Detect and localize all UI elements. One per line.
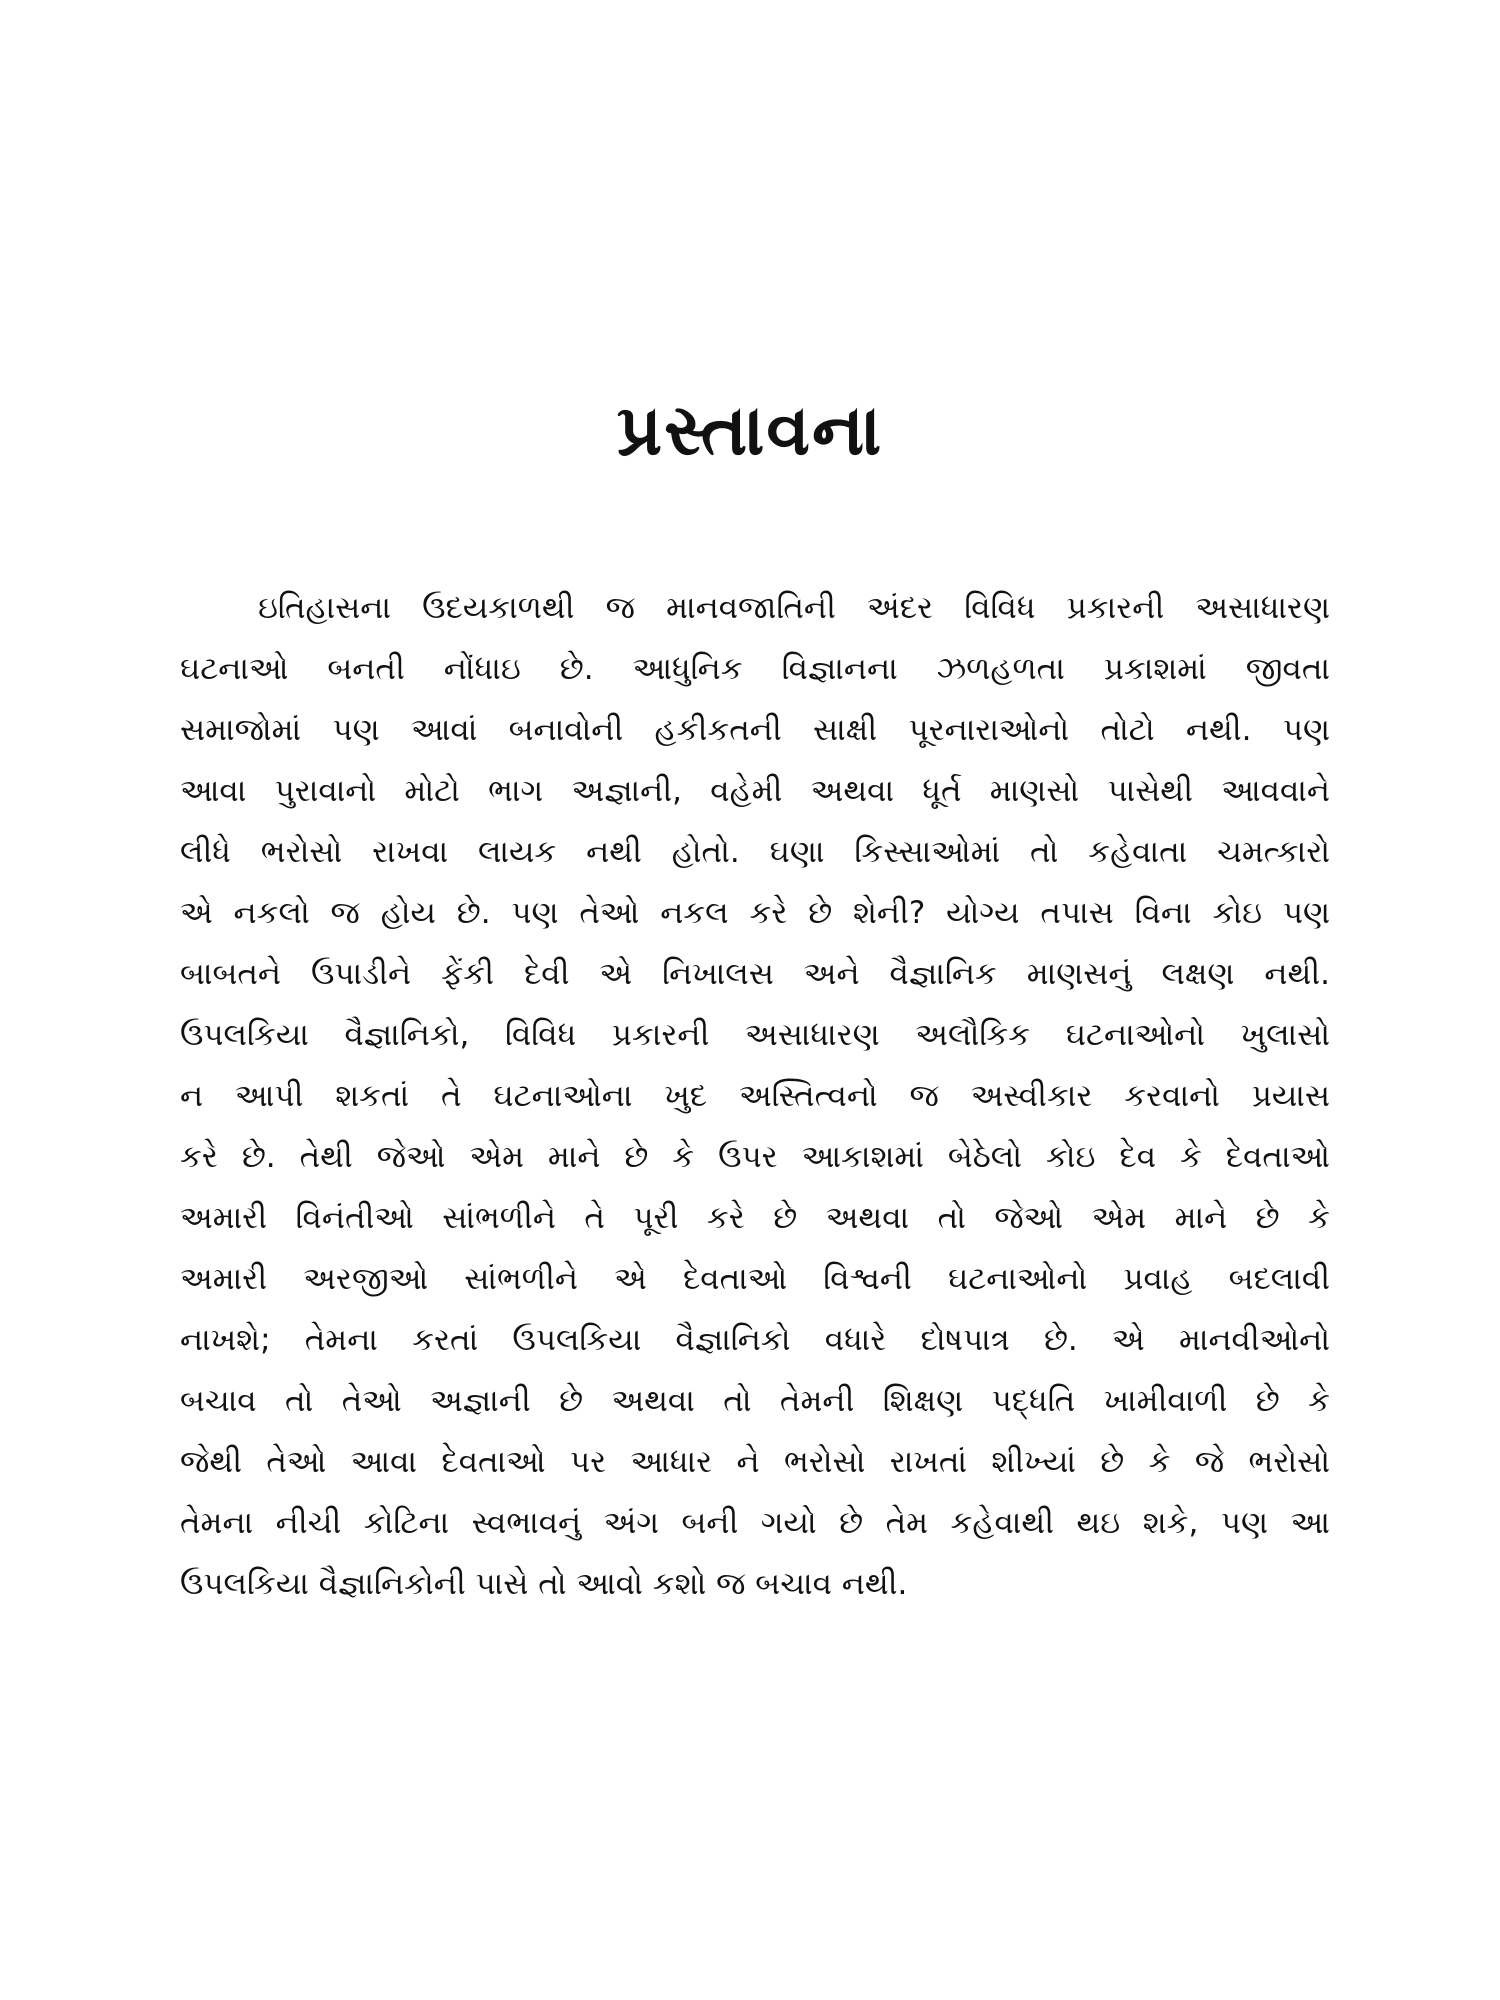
text-line: અમારી વિનંતીઓ સાંભળીને તે પૂરી કરે છે અથવા તો જેઓ એમ માને છે કે <box>180 1200 1330 1236</box>
text-line: આવા પુરાવાનો મોટો ભાગ અજ્ઞાની, વહેમી અથવા ધૂર્ત માણસો પાસેથી આવવાને <box>180 773 1330 809</box>
preface-paragraph <box>180 578 1330 1615</box>
text-line: લીધે ભરોસો રાખવા લાયક નથી હોતો. ઘણા કિસ્સાઓમાં તો કહેવાતા ચમત્કારો <box>180 834 1330 870</box>
text-line: ન આપી શકતાં તે ઘટનાઓના ખુદ અસ્તિત્વનો જ અસ્વીકાર કરવાનો પ્રયાસ <box>180 1078 1330 1114</box>
text-line: ઉપલકિયા વૈજ્ઞાનિકોની પાસે તો આવો કશો જ બચાવ નથી. <box>180 1566 908 1602</box>
text-line: બાબતને ઉપાડીને ફેંકી દેવી એ નિખાલસ અને વૈજ્ઞાનિક માણસનું લક્ષણ નથી. <box>180 956 1330 992</box>
text-line: તેમના નીચી કોટિના સ્વભાવનું અંગ બની ગયો છે તેમ કહેવાથી થઇ શકે, પણ આ <box>180 1505 1330 1541</box>
page-title: પ્રસ્તાવના <box>616 389 884 471</box>
text-line: ઇતિહાસના ઉદયકાળથી જ માનવજાતિની અંદર વિવિધ પ્રકારની અસાધારણ <box>258 590 1330 626</box>
text-line: સમાજોમાં પણ આવાં બનાવોની હકીકતની સાક્ષી પૂરનારાઓનો તોટો નથી. પણ <box>180 712 1330 748</box>
text-line: બચાવ તો તેઓ અજ્ઞાની છે અથવા તો તેમની શિક્ષણ પદ્ધતિ ખામીવાળી છે કે <box>180 1383 1330 1419</box>
text-line: કરે છે. તેથી જેઓ એમ માને છે કે ઉપર આકાશમાં બેઠેલો કોઇ દેવ કે દેવતાઓ <box>180 1139 1330 1175</box>
text-line: અમારી અરજીઓ સાંભળીને એ દેવતાઓ વિશ્વની ઘટનાઓનો પ્રવાહ બદલાવી <box>180 1261 1330 1297</box>
text-line: એ નકલો જ હોય છે. પણ તેઓ નકલ કરે છે શેની? યોગ્ય તપાસ વિના કોઇ પણ <box>180 895 1330 931</box>
text-line: ઘટનાઓ બનતી નોંધાઇ છે. આધુનિક વિજ્ઞાનના ઝળહળતા પ્રકાશમાં જીવતા <box>180 651 1330 687</box>
text-line: ઉપલકિયા વૈજ્ઞાનિકો, વિવિધ પ્રકારની અસાધારણ અલૌકિક ઘટનાઓનો ખુલાસો <box>180 1017 1330 1053</box>
text-line: જેથી તેઓ આવા દેવતાઓ પર આધાર ને ભરોસો રાખતાં શીખ્યાં છે કે જે ભરોસો <box>180 1444 1330 1480</box>
text-line: નાખશે; તેમના કરતાં ઉપલકિયા વૈજ્ઞાનિકો વધારે દોષપાત્ર છે. એ માનવીઓનો <box>180 1322 1330 1358</box>
